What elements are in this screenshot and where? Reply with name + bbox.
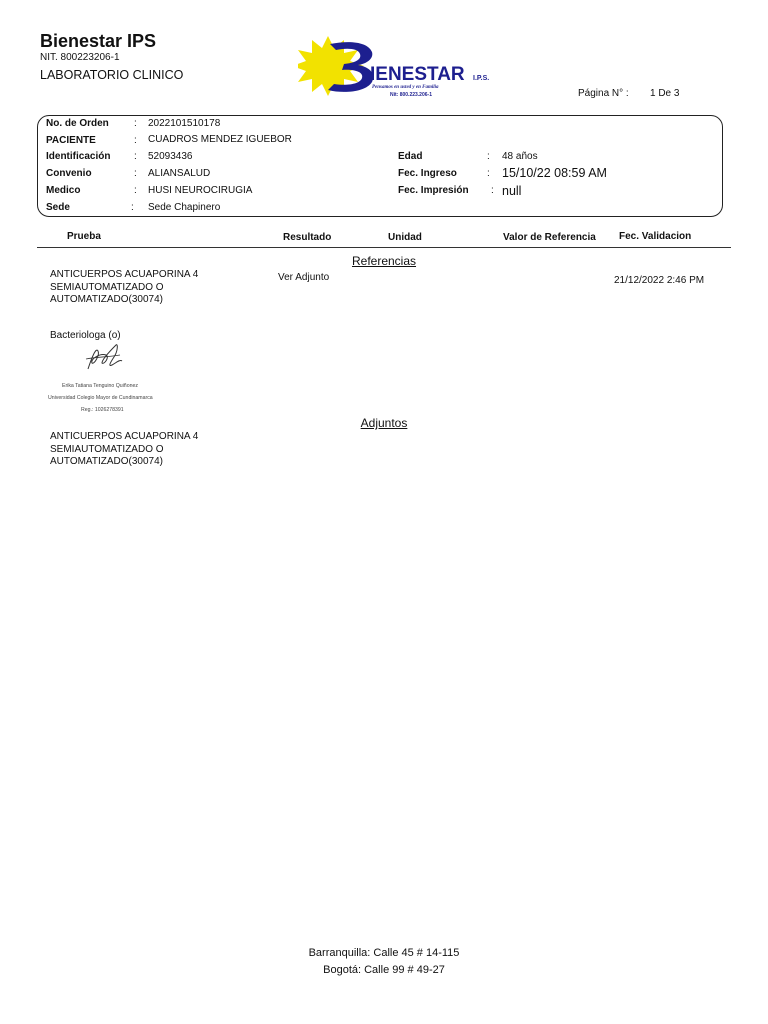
- identification-value: 52093436: [148, 151, 193, 162]
- logo-brand: IENESTAR: [370, 64, 465, 85]
- colon: :: [131, 202, 134, 213]
- sun-b-logo-icon: [298, 34, 508, 100]
- identification-label: Identificación: [46, 151, 111, 162]
- logo-suffix: I.P.S.: [473, 75, 490, 82]
- colon: :: [134, 118, 137, 129]
- page-number: 1 De 3: [650, 88, 680, 99]
- adjuntos-test: [50, 431, 198, 469]
- colon: :: [487, 168, 490, 179]
- department-name: LABORATORIO CLINICO: [40, 68, 184, 82]
- header-valor-referencia: Valor de Referencia: [503, 232, 596, 243]
- patient-info-box: [37, 115, 723, 217]
- ingreso-label: Fec. Ingreso: [398, 168, 457, 179]
- edad-label: Edad: [398, 151, 423, 162]
- test-line: ANTICUERPOS ACUAPORINA 4: [50, 431, 199, 442]
- test-line: ANTICUERPOS ACUAPORINA 4: [50, 269, 199, 280]
- bienestar-logo: [298, 34, 508, 100]
- patient-name: CUADROS MENDEZ IGUEBOR: [148, 134, 292, 145]
- logo-tagline: Pensamos en usted y en Familia: [372, 85, 439, 90]
- impresion-label: Fec. Impresión: [398, 185, 469, 196]
- colon: :: [491, 185, 494, 196]
- signature-role: Bacteriologa (o): [50, 330, 121, 341]
- logo-nit: Nit: 800.223.206-1: [390, 92, 432, 98]
- test-line: SEMIAUTOMATIZADO O: [50, 443, 164, 455]
- order-number: 2022101510178: [148, 118, 221, 129]
- page-label: Página N° :: [578, 88, 629, 99]
- test-line: AUTOMATIZADO(30074): [50, 456, 163, 467]
- validation-date: 21/12/2022 2:46 PM: [614, 275, 705, 286]
- medico-label: Medico: [46, 185, 81, 196]
- signature-university: Universidad Colegio Mayor de Cundinamarca: [48, 395, 153, 401]
- adjuntos-title: Adjuntos: [360, 416, 408, 430]
- test-line: SEMIAUTOMATIZADO O: [50, 281, 164, 293]
- referencias-title: Referencias: [351, 254, 417, 268]
- impresion-value: null: [502, 184, 522, 198]
- colon: :: [134, 151, 137, 162]
- lab-title: Bienestar IPS: [40, 31, 157, 51]
- colon: :: [134, 135, 137, 146]
- sede-label: Sede: [46, 202, 70, 213]
- edad-value: 48 años: [502, 151, 538, 162]
- header-prueba: Prueba: [67, 231, 101, 242]
- ingreso-value: 15/10/22 08:59 AM: [502, 166, 607, 180]
- colon: :: [134, 168, 137, 179]
- referencias-test: [50, 269, 198, 307]
- header-divider: [37, 247, 731, 248]
- header-resultado: Resultado: [283, 232, 332, 243]
- signature-name: Erika Tatiana Tenguino Quiñonez: [62, 383, 138, 389]
- footer-address-bogota: Bogotá: Calle 99 # 49-27: [323, 964, 445, 976]
- header-unidad: Unidad: [388, 232, 422, 243]
- footer-address-barranquilla: Barranquilla: Calle 45 # 14-115: [308, 947, 460, 959]
- colon: :: [487, 151, 490, 162]
- order-label: No. de Orden: [46, 118, 109, 129]
- handwritten-signature: [82, 341, 126, 373]
- patient-label: PACIENTE: [46, 135, 96, 146]
- test-line: AUTOMATIZADO(30074): [50, 294, 163, 305]
- sede-value: Sede Chapinero: [148, 202, 221, 213]
- lab-nit: NIT. 800223206-1: [40, 52, 120, 63]
- medico-value: HUSI NEUROCIRUGIA: [148, 185, 253, 196]
- convenio-label: Convenio: [46, 168, 92, 179]
- result-value: Ver Adjunto: [278, 272, 330, 283]
- signature-reg: Reg.: 1026278391: [81, 407, 124, 413]
- signature-scribble-icon: [82, 341, 126, 373]
- colon: :: [134, 185, 137, 196]
- convenio-value: ALIANSALUD: [148, 168, 211, 179]
- header-fec-validacion: Fec. Validacion: [619, 231, 692, 242]
